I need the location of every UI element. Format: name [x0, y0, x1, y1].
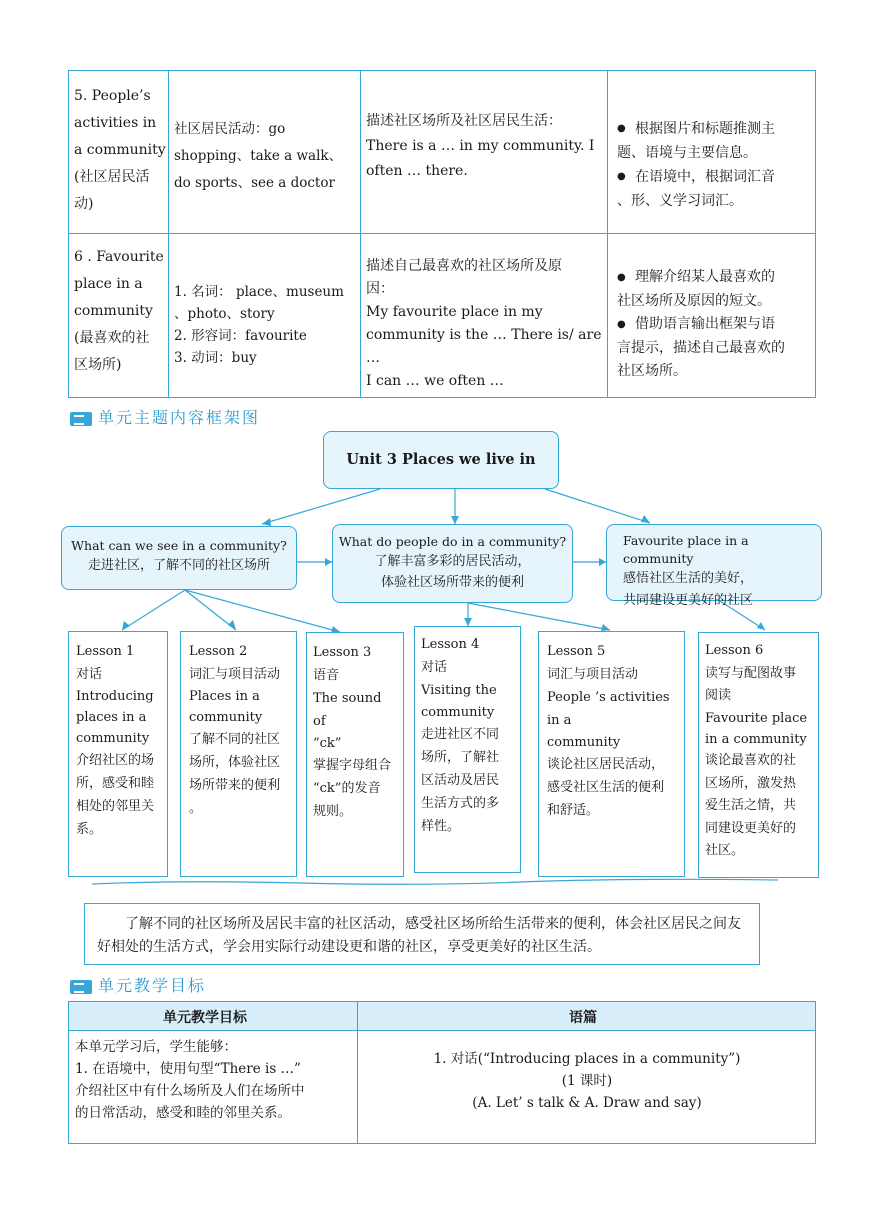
column-divider: [357, 1002, 358, 1143]
lesson-card-1: Lesson 1 对话 Introducing places in a community 介绍社区的场 所，感受和睦 相处的邻里关 系。: [68, 631, 168, 877]
vocabulary-cell: 1. 名词： place、museum 、photo、story 2. 形容词：favourite 3. 动词：buy: [174, 284, 344, 366]
unit-summary: 了解不同的社区场所及居民丰富的社区活动，感受社区场所给生活带来的便利，体会社区居民之间友好相处的生活方式，学会用实际行动建设更和谐的社区，享受更美好的社区生活。: [84, 903, 760, 965]
table-header-row: [69, 1002, 815, 1031]
column-header: 语篇: [569, 1010, 597, 1026]
objectives-table: [68, 1001, 816, 1144]
text-cell: 1. 对话(“Introducing places in a community”) (1 课时) (A. Let’ s talk & A. Draw and say): [433, 1051, 741, 1111]
section-heading-framework: 单元主题内容框架图: [70, 405, 260, 428]
column-header: 单元教学目标: [163, 1010, 247, 1026]
sentence-cell: 描述社区场所及社区居民生活： There is a … in my community. I often … there.: [366, 113, 595, 179]
objectives-cell: 本单元学习后，学生能够： 1. 在语境中，使用句型“There is …” 介绍社区中有什么场所及人们在场所中 的日常活动，感受和睦的邻里关系。: [75, 1039, 305, 1121]
lesson-card-4: Lesson 4 对话 Visiting the community 走进社区不同 场所，了解社 区活动及居民 生活方式的多 样性。: [414, 626, 521, 873]
sentence-cell: 描述自己最喜欢的社区场所及原 因： My favourite place in my community is the … There is/ are … I can … we often …: [366, 258, 602, 389]
lesson-card-2: Lesson 2 词汇与项目活动 Places in a community 了解不同的社区 场所，体验社区 场所带来的便利 。: [180, 631, 297, 877]
lesson-card-3: Lesson 3 语音 The sound of “ck” 掌握字母组合 “ck”的发音 规则。: [306, 632, 404, 877]
diagram-root-node: Unit 3 Places we live in: [323, 431, 559, 489]
goals-cell: ● 理解介绍某人最喜欢的 社区场所及原因的短文。 ● 借助语言输出框架与语 言提示，描述自己最喜欢的 社区场所。: [617, 266, 813, 384]
goals-cell: ● 根据图片和标题推测主 题、语境与主要信息。 ● 在语境中，根据词汇音 、形、义学习词汇。: [617, 117, 813, 213]
lesson-card-6: Lesson 6 读写与配图故事 阅读 Favourite place in a community 谈论最喜欢的社 区场所，激发热 爱生活之情，共 同建设更美好的 社区。: [698, 632, 819, 878]
vocabulary-cell: 社区居民活动：go shopping、take a walk、 do sports、see a doctor: [174, 121, 343, 191]
topic-cell: 6 . Favourite place in a community (最喜欢的社 区场所): [74, 249, 164, 373]
book-icon: [70, 980, 92, 994]
section-heading-objectives: 单元教学目标: [70, 973, 206, 996]
branch-node-do: What do people do in a community? 了解丰富多彩的居民活动， 体验社区场所带来的便利: [332, 524, 573, 603]
branch-node-see: What can we see in a community? 走进社区，了解不同的社区场所: [61, 526, 297, 590]
branch-node-favourite: Favourite place in a community 感悟社区生活的美好， 共同建设更美好的社区: [606, 524, 822, 601]
lesson-card-5: Lesson 5 词汇与项目活动 People ’s activities in a community 谈论社区居民活动， 感受社区生活的便利 和舒适。: [538, 631, 685, 877]
topic-cell: 5. People’s activities in a community (社区居民活 动): [74, 88, 166, 212]
